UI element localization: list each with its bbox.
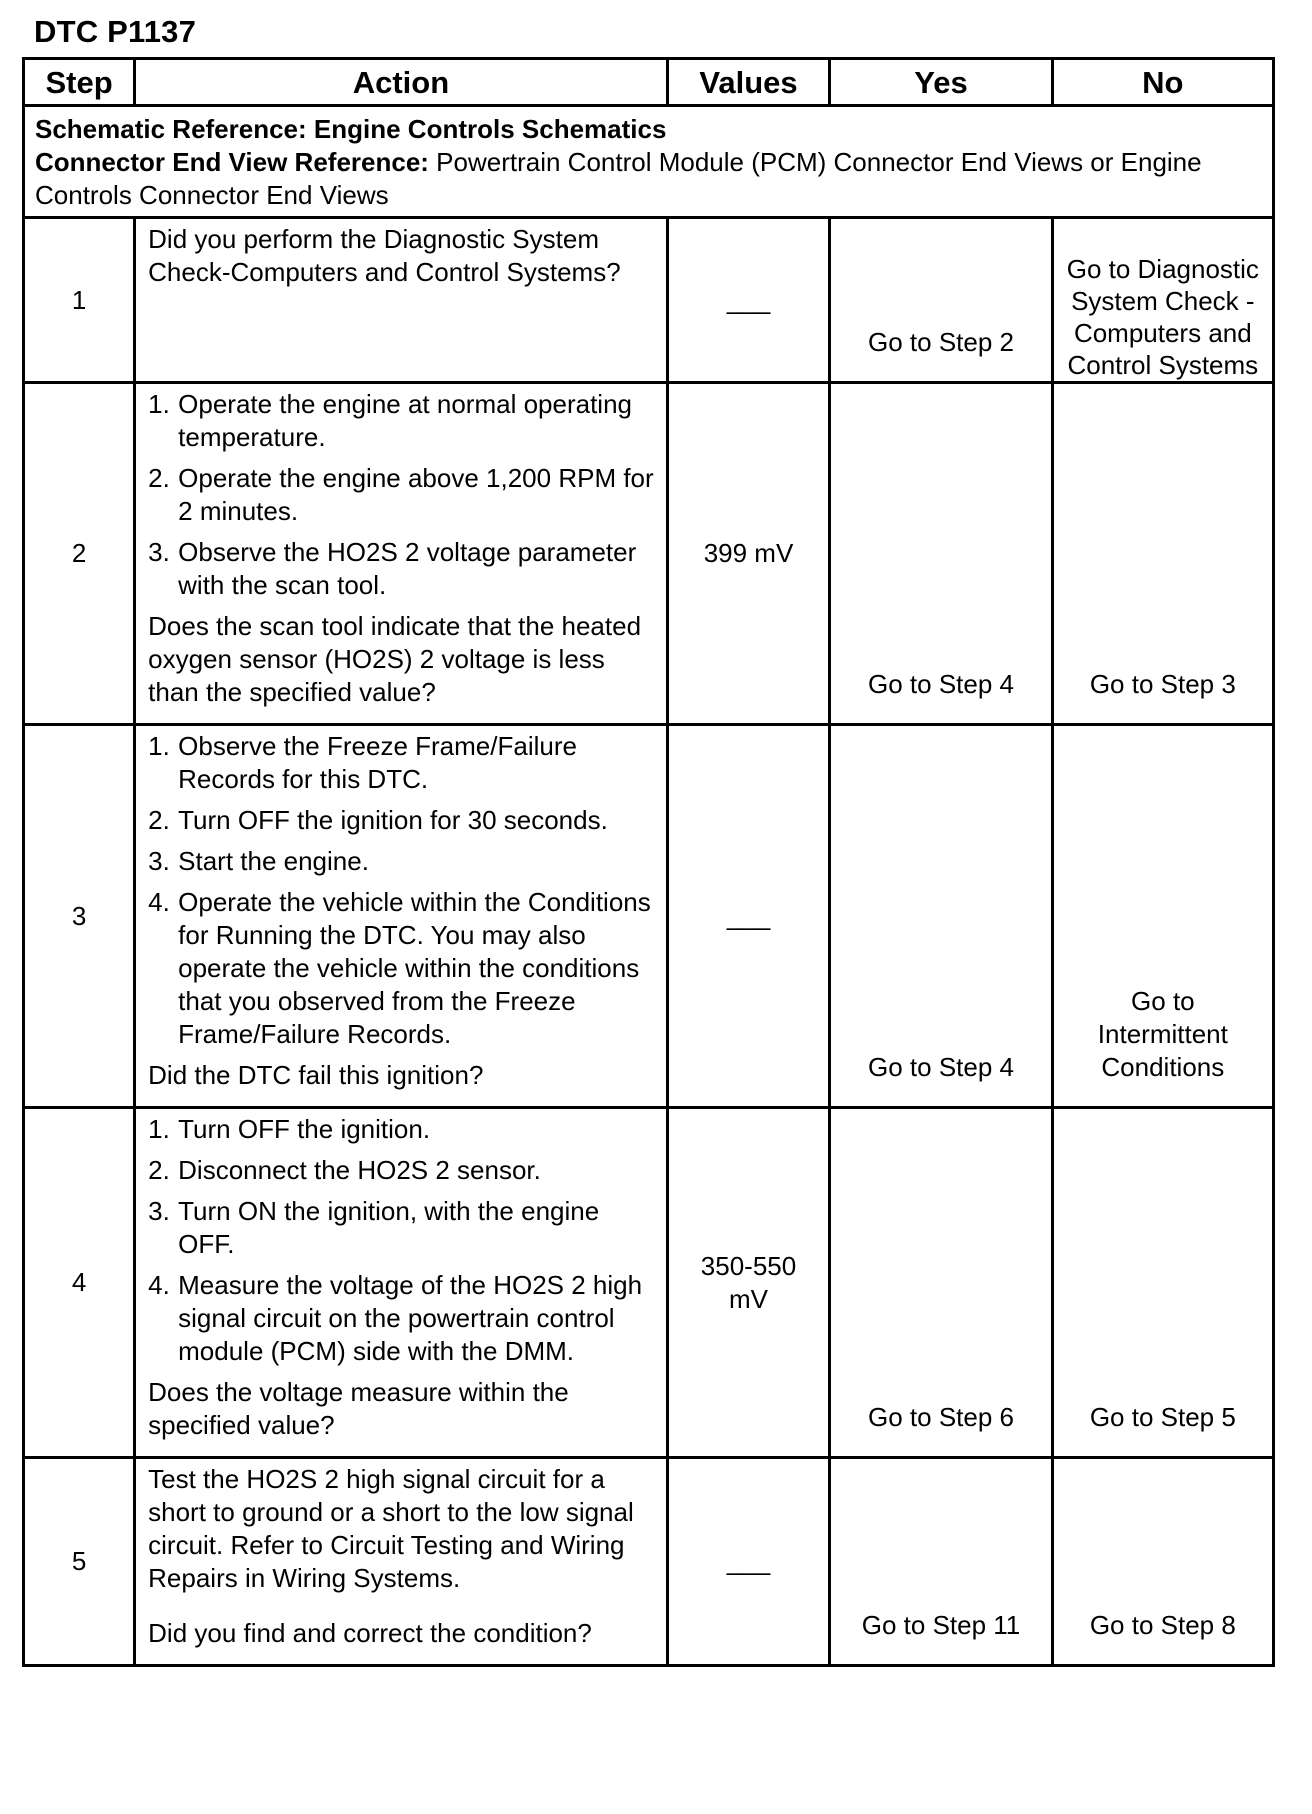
header-yes: Yes — [830, 59, 1052, 106]
list-item: 4. Operate the vehicle within the Conditions for Running the DTC. You may also operate the vehicle within the conditions that you observed from the Freeze Frame/Failure Records. — [148, 886, 656, 1051]
table-row — [24, 1108, 1274, 1458]
schematic-reference-text: Schematic Reference: Engine Controls Schematics — [35, 114, 667, 144]
table-row — [24, 725, 1274, 1108]
yes-action-link: Go to Step 6 — [868, 1402, 1014, 1432]
reference-cell — [24, 106, 1274, 218]
table-row — [24, 383, 1274, 725]
list-item: 3. Observe the HO2S 2 voltage parameter with the scan tool. — [148, 536, 656, 602]
step-number: 2 — [24, 383, 135, 725]
header-values: Values — [667, 59, 830, 106]
action-step-text: Operate the vehicle within the Conditions for Running the DTC. You may also operate the vehicle within the conditions that you observed from the Freeze Frame/Failure Records. — [178, 887, 651, 1049]
no-cell — [1052, 725, 1273, 1108]
action-question: Does the scan tool indicate that the heated oxygen sensor (HO2S) 2 voltage is less than the specified value? — [148, 611, 642, 707]
schematic-reference — [35, 113, 1262, 146]
action-cell — [135, 1458, 668, 1666]
list-item: 2. Disconnect the HO2S 2 sensor. — [148, 1154, 656, 1187]
connector-reference-label: Connector End View Reference: — [35, 147, 429, 177]
yes-cell — [830, 218, 1052, 383]
action-intro: Did you perform the Diagnostic System Check-Computers and Control Systems? — [148, 224, 621, 287]
list-item: 3. Turn ON the ignition, with the engine OFF. — [148, 1195, 656, 1261]
list-item: 2. Operate the engine above 1,200 RPM for 2 minutes. — [148, 463, 654, 526]
list-item: 4. Measure the voltage of the HO2S 2 high signal circuit on the powertrain control module (PCM) side with the DMM. — [148, 1269, 656, 1368]
no-cell — [1052, 1108, 1273, 1458]
action-step-text: Start the engine. — [178, 846, 369, 876]
no-cell — [1052, 383, 1273, 725]
action-step-text: Observe the HO2S 2 voltage parameter with the scan tool. — [178, 537, 637, 600]
action-cell — [135, 725, 668, 1108]
action-cell — [135, 1108, 668, 1458]
action-step-text: Disconnect the HO2S 2 sensor. — [178, 1155, 541, 1185]
action-step-text: Operate the engine at normal operating temperature. — [178, 389, 632, 452]
table-row — [24, 218, 1274, 383]
yes-cell — [830, 1108, 1052, 1458]
header-row — [24, 59, 1274, 106]
specified-value: ___ — [726, 900, 771, 931]
yes-cell — [830, 725, 1052, 1108]
yes-action-link: Go to Step 4 — [868, 669, 1014, 699]
action-cell — [135, 218, 668, 383]
diagnostic-table — [22, 57, 1275, 1667]
connector-reference — [35, 146, 1262, 212]
header-step: Step — [24, 59, 135, 106]
specified-value: 350-550 mV — [700, 1250, 797, 1314]
action-intro: Test the HO2S 2 high signal circuit for a short to ground or a short to the low signal circuit. Refer to Circuit Testing and Wiring Repairs in Wiring Systems. — [148, 1464, 634, 1593]
specified-value: 399 mV — [703, 538, 794, 568]
action-step-text: Turn OFF the ignition for 30 seconds. — [178, 805, 608, 835]
action-question: Did you find and correct the condition? — [148, 1618, 592, 1648]
header-action: Action — [135, 59, 668, 106]
no-cell — [1052, 218, 1273, 383]
step-number: 5 — [24, 1458, 135, 1666]
header-no: No — [1052, 59, 1273, 106]
action-step-text: Observe the Freeze Frame/Failure Records for this DTC. — [178, 731, 577, 794]
list-item: 2. Turn OFF the ignition for 30 seconds. — [148, 804, 656, 837]
list-item: 1. Operate the engine at normal operating temperature. — [148, 388, 656, 454]
value-cell — [667, 383, 830, 725]
reference-row — [24, 106, 1274, 218]
action-step-text: Turn OFF the ignition. — [178, 1114, 431, 1144]
value-cell — [667, 218, 830, 383]
action-question: Did the DTC fail this ignition? — [148, 1060, 484, 1090]
action-step-text: Measure the voltage of the HO2S 2 high signal circuit on the powertrain control module (PCM) side with the DMM. — [178, 1270, 643, 1366]
connector-reference-text: Powertrain Control Module (PCM) Connector End Views or Engine Controls Connector End Views — [35, 147, 1202, 210]
list-item: 1. Turn OFF the ignition. — [148, 1113, 656, 1146]
yes-action-link: Go to Step 2 — [868, 327, 1014, 357]
yes-cell — [830, 383, 1052, 725]
action-steps-list — [148, 388, 656, 602]
value-cell — [667, 725, 830, 1108]
action-step-text: Turn ON the ignition, with the engine OFF. — [178, 1196, 600, 1259]
action-steps-list — [148, 1113, 656, 1368]
step-number: 3 — [24, 725, 135, 1108]
yes-cell — [830, 1458, 1052, 1666]
list-item: 1. Observe the Freeze Frame/Failure Records for this DTC. — [148, 730, 656, 796]
no-action-link: Go to Step 3 — [1089, 669, 1236, 699]
action-cell — [135, 383, 668, 725]
yes-action-link: Go to Step 4 — [868, 1052, 1014, 1082]
yes-action-link: Go to Step 11 — [861, 1610, 1021, 1640]
table-row — [24, 1458, 1274, 1666]
list-item: 3. Start the engine. — [148, 845, 656, 878]
step-number: 1 — [24, 218, 135, 383]
no-action-link: Go to Step 5 — [1089, 1402, 1236, 1432]
value-cell — [667, 1458, 830, 1666]
action-step-text: Operate the engine above 1,200 RPM for 2 minutes. — [178, 463, 654, 526]
no-action-link: Go to Diagnostic System Check - Computers and Control Systems — [1066, 254, 1259, 380]
value-cell — [667, 1108, 830, 1458]
action-steps-list — [148, 730, 656, 1051]
specified-value: ___ — [726, 284, 771, 315]
no-action-link: Go to Intermittent Conditions — [1097, 986, 1228, 1082]
specified-value: ___ — [726, 1546, 771, 1576]
step-number: 4 — [24, 1108, 135, 1458]
page-title: DTC P1137 — [34, 14, 197, 49]
no-cell — [1052, 1458, 1273, 1666]
action-question: Does the voltage measure within the specified value? — [148, 1377, 569, 1440]
no-action-link: Go to Step 8 — [1089, 1610, 1236, 1640]
